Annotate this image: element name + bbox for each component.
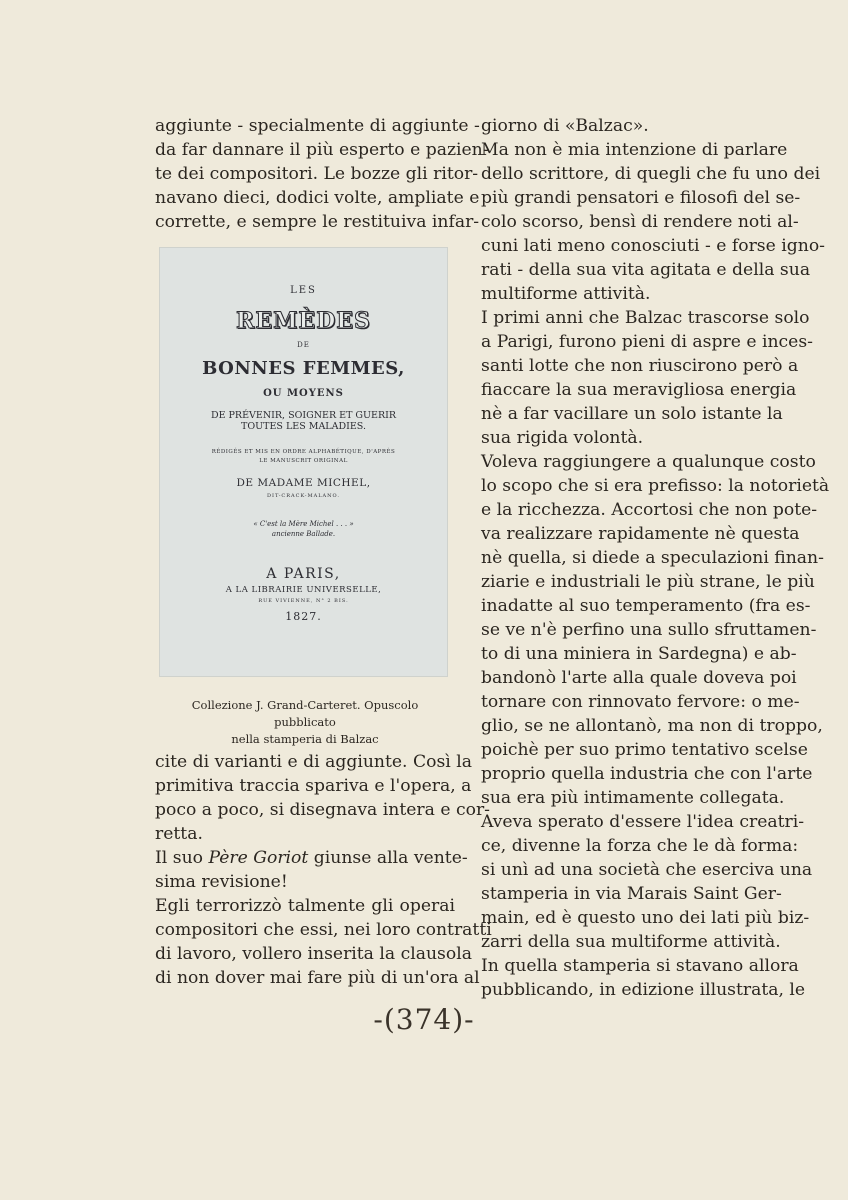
figure-text-quote xyxy=(160,519,447,539)
text-line: stamperia in via Marais Saint Ger- xyxy=(481,884,782,904)
text-line: da far dannare il più esperto e pazien- xyxy=(155,140,489,160)
text-line: si unì ad una società che eserciva una xyxy=(481,860,813,880)
page-number-ornament-left: -( xyxy=(373,1003,396,1036)
figure-text-bonnes-femmes: BONNES FEMMES, xyxy=(202,358,405,379)
text-line: santi lotte che non riuscirono però a xyxy=(481,356,799,376)
caption-line: nella stamperia di Balzac xyxy=(231,732,379,746)
page-number-value: 374 xyxy=(395,1003,453,1036)
text-line: pubblicando, in edizione illustrata, le xyxy=(481,980,806,1000)
figure-text-rue: RUE VIVIENNE, N° 2 BIS. xyxy=(258,598,349,604)
text-line: nè quella, si diede a speculazioni finan- xyxy=(481,548,824,568)
text-line: aggiunte - specialmente di aggiunte - xyxy=(155,116,480,136)
text-line: main, ed è questo uno dei lati più biz- xyxy=(481,908,810,928)
text-line: poichè per suo primo tentativo scelse xyxy=(481,740,808,760)
text-line: Egli terrorizzò talmente gli operai xyxy=(155,896,455,916)
figure-text-de: DE xyxy=(297,341,310,349)
figure-line: RÉDIGÉS ET MIS EN ORDRE ALPHABÉTIQUE, D'APRÈS xyxy=(211,449,396,455)
text-line: e la ricchezza. Accortosi che non pote- xyxy=(481,500,818,520)
text-line: poco a poco, si disegnava intera e cor- xyxy=(155,800,490,820)
page-number-ornament-right: )- xyxy=(452,1003,475,1036)
text-line: nè a far vacillare un solo istante la xyxy=(481,404,783,424)
text-line: più grandi pensatori e filosofi del se- xyxy=(481,188,801,208)
text-line: sua rigida volontà. xyxy=(481,428,644,448)
text-line: se ve n'è perfino una sullo sfruttamen- xyxy=(481,620,817,640)
text-line: sua era più intimamente collegata. xyxy=(481,788,785,808)
book-title-pere-goriot: Père Goriot xyxy=(208,848,309,868)
text-line: compositori che essi, nei loro contratti xyxy=(155,920,492,940)
text-line: corrette, e sempre le restituiva infar- xyxy=(155,212,480,232)
figure-caption xyxy=(160,697,450,748)
text-line: sima revisione! xyxy=(155,872,288,892)
text-fragment: Il suo xyxy=(155,848,209,868)
text-line: a Parigi, furono pieni di aspre e inces- xyxy=(481,332,813,352)
text-line: tornare con rinnovato fervore: o me- xyxy=(481,692,800,712)
text-line: dello scrittore, di quegli che fu uno dei xyxy=(481,164,821,184)
figure-text-ou-moyens: OU MOYENS xyxy=(263,388,344,399)
figure-text-librairie: A LA LIBRAIRIE UNIVERSELLE, xyxy=(225,585,382,595)
figure-text-redige xyxy=(160,448,447,466)
left-column-bottom xyxy=(155,750,492,990)
text-line: ce, divenne la forza che le dà forma: xyxy=(481,836,799,856)
caption-line: Collezione J. Grand-Carteret. Opuscolo pubblicato xyxy=(191,698,419,729)
text-fragment: giunse alla vente- xyxy=(308,848,468,868)
text-line: to di una miniera in Sardegna) e ab- xyxy=(481,644,797,664)
page-number xyxy=(0,1003,848,1036)
text-line: cuni lati meno conosciuti - e forse igno- xyxy=(481,236,825,256)
text-line: inadatte al suo temperamento (fra es- xyxy=(481,596,811,616)
text-line: zarri della sua multiforme attività. xyxy=(481,932,781,952)
figure-text-prevenir xyxy=(160,410,447,432)
figure-line: LE MANUSCRIT ORIGINAL xyxy=(259,458,348,464)
figure-text-paris: A PARIS, xyxy=(266,566,341,582)
text-line: fiaccare la sua meravigliosa energia xyxy=(481,380,797,400)
figure-line: ancienne Ballade. xyxy=(271,530,336,538)
text-line: colo scorso, bensì di rendere noti al- xyxy=(481,212,799,232)
figure-text-les: LES xyxy=(290,285,317,296)
text-line: Voleva raggiungere a qualunque costo xyxy=(481,452,816,472)
text-line: multiforme attività. xyxy=(481,284,651,304)
text-line xyxy=(155,846,468,870)
right-column xyxy=(481,114,830,1002)
figure-line: « C'est la Mère Michel . . . » xyxy=(253,520,354,528)
figure-line: TOUTES LES MALADIES. xyxy=(241,421,366,432)
text-line: Ma non è mia intenzione di parlare xyxy=(481,140,788,160)
text-line: I primi anni che Balzac trascorse solo xyxy=(481,308,810,328)
figure-text-year: 1827. xyxy=(285,610,322,623)
text-line: va realizzare rapidamente nè questa xyxy=(481,524,800,544)
title-page-illustration xyxy=(160,248,447,676)
figure-text-dit: DIT-CRACK-MALANO. xyxy=(267,493,340,499)
text-line: lo scopo che si era prefisso: la notorietà xyxy=(481,476,830,496)
text-line: giorno di «Balzac». xyxy=(481,116,649,136)
text-line: Aveva sperato d'essere l'idea creatri- xyxy=(481,812,805,832)
text-line: retta. xyxy=(155,824,203,844)
text-line: di non dover mai fare più di un'ora al xyxy=(155,968,480,988)
figure-text-madame-michel: DE MADAME MICHEL, xyxy=(236,477,371,489)
text-line: In quella stamperia si stavano allora xyxy=(481,956,799,976)
text-line: ziarie e industriali le più strane, le più xyxy=(481,572,815,592)
text-line: navano dieci, dodici volte, ampliate e xyxy=(155,188,480,208)
text-line: rati - della sua vita agitata e della sua xyxy=(481,260,811,280)
text-line: cite di varianti e di aggiunte. Così la xyxy=(155,752,472,772)
text-line: glio, se ne allontanò, ma non di troppo, xyxy=(481,716,823,736)
text-line: proprio quella industria che con l'arte xyxy=(481,764,813,784)
text-line: di lavoro, vollero inserita la clausola xyxy=(155,944,472,964)
text-line: primitiva traccia spariva e l'opera, a xyxy=(155,776,472,796)
text-line: te dei compositori. Le bozze gli ritor- xyxy=(155,164,479,184)
figure-line: DE PRÉVENIR, SOIGNER ET GUERIR xyxy=(210,410,397,421)
left-column-top xyxy=(155,114,489,234)
text-line: bandonò l'arte alla quale doveva poi xyxy=(481,668,797,688)
figure-text-remedes: REMÈDES xyxy=(236,308,371,334)
